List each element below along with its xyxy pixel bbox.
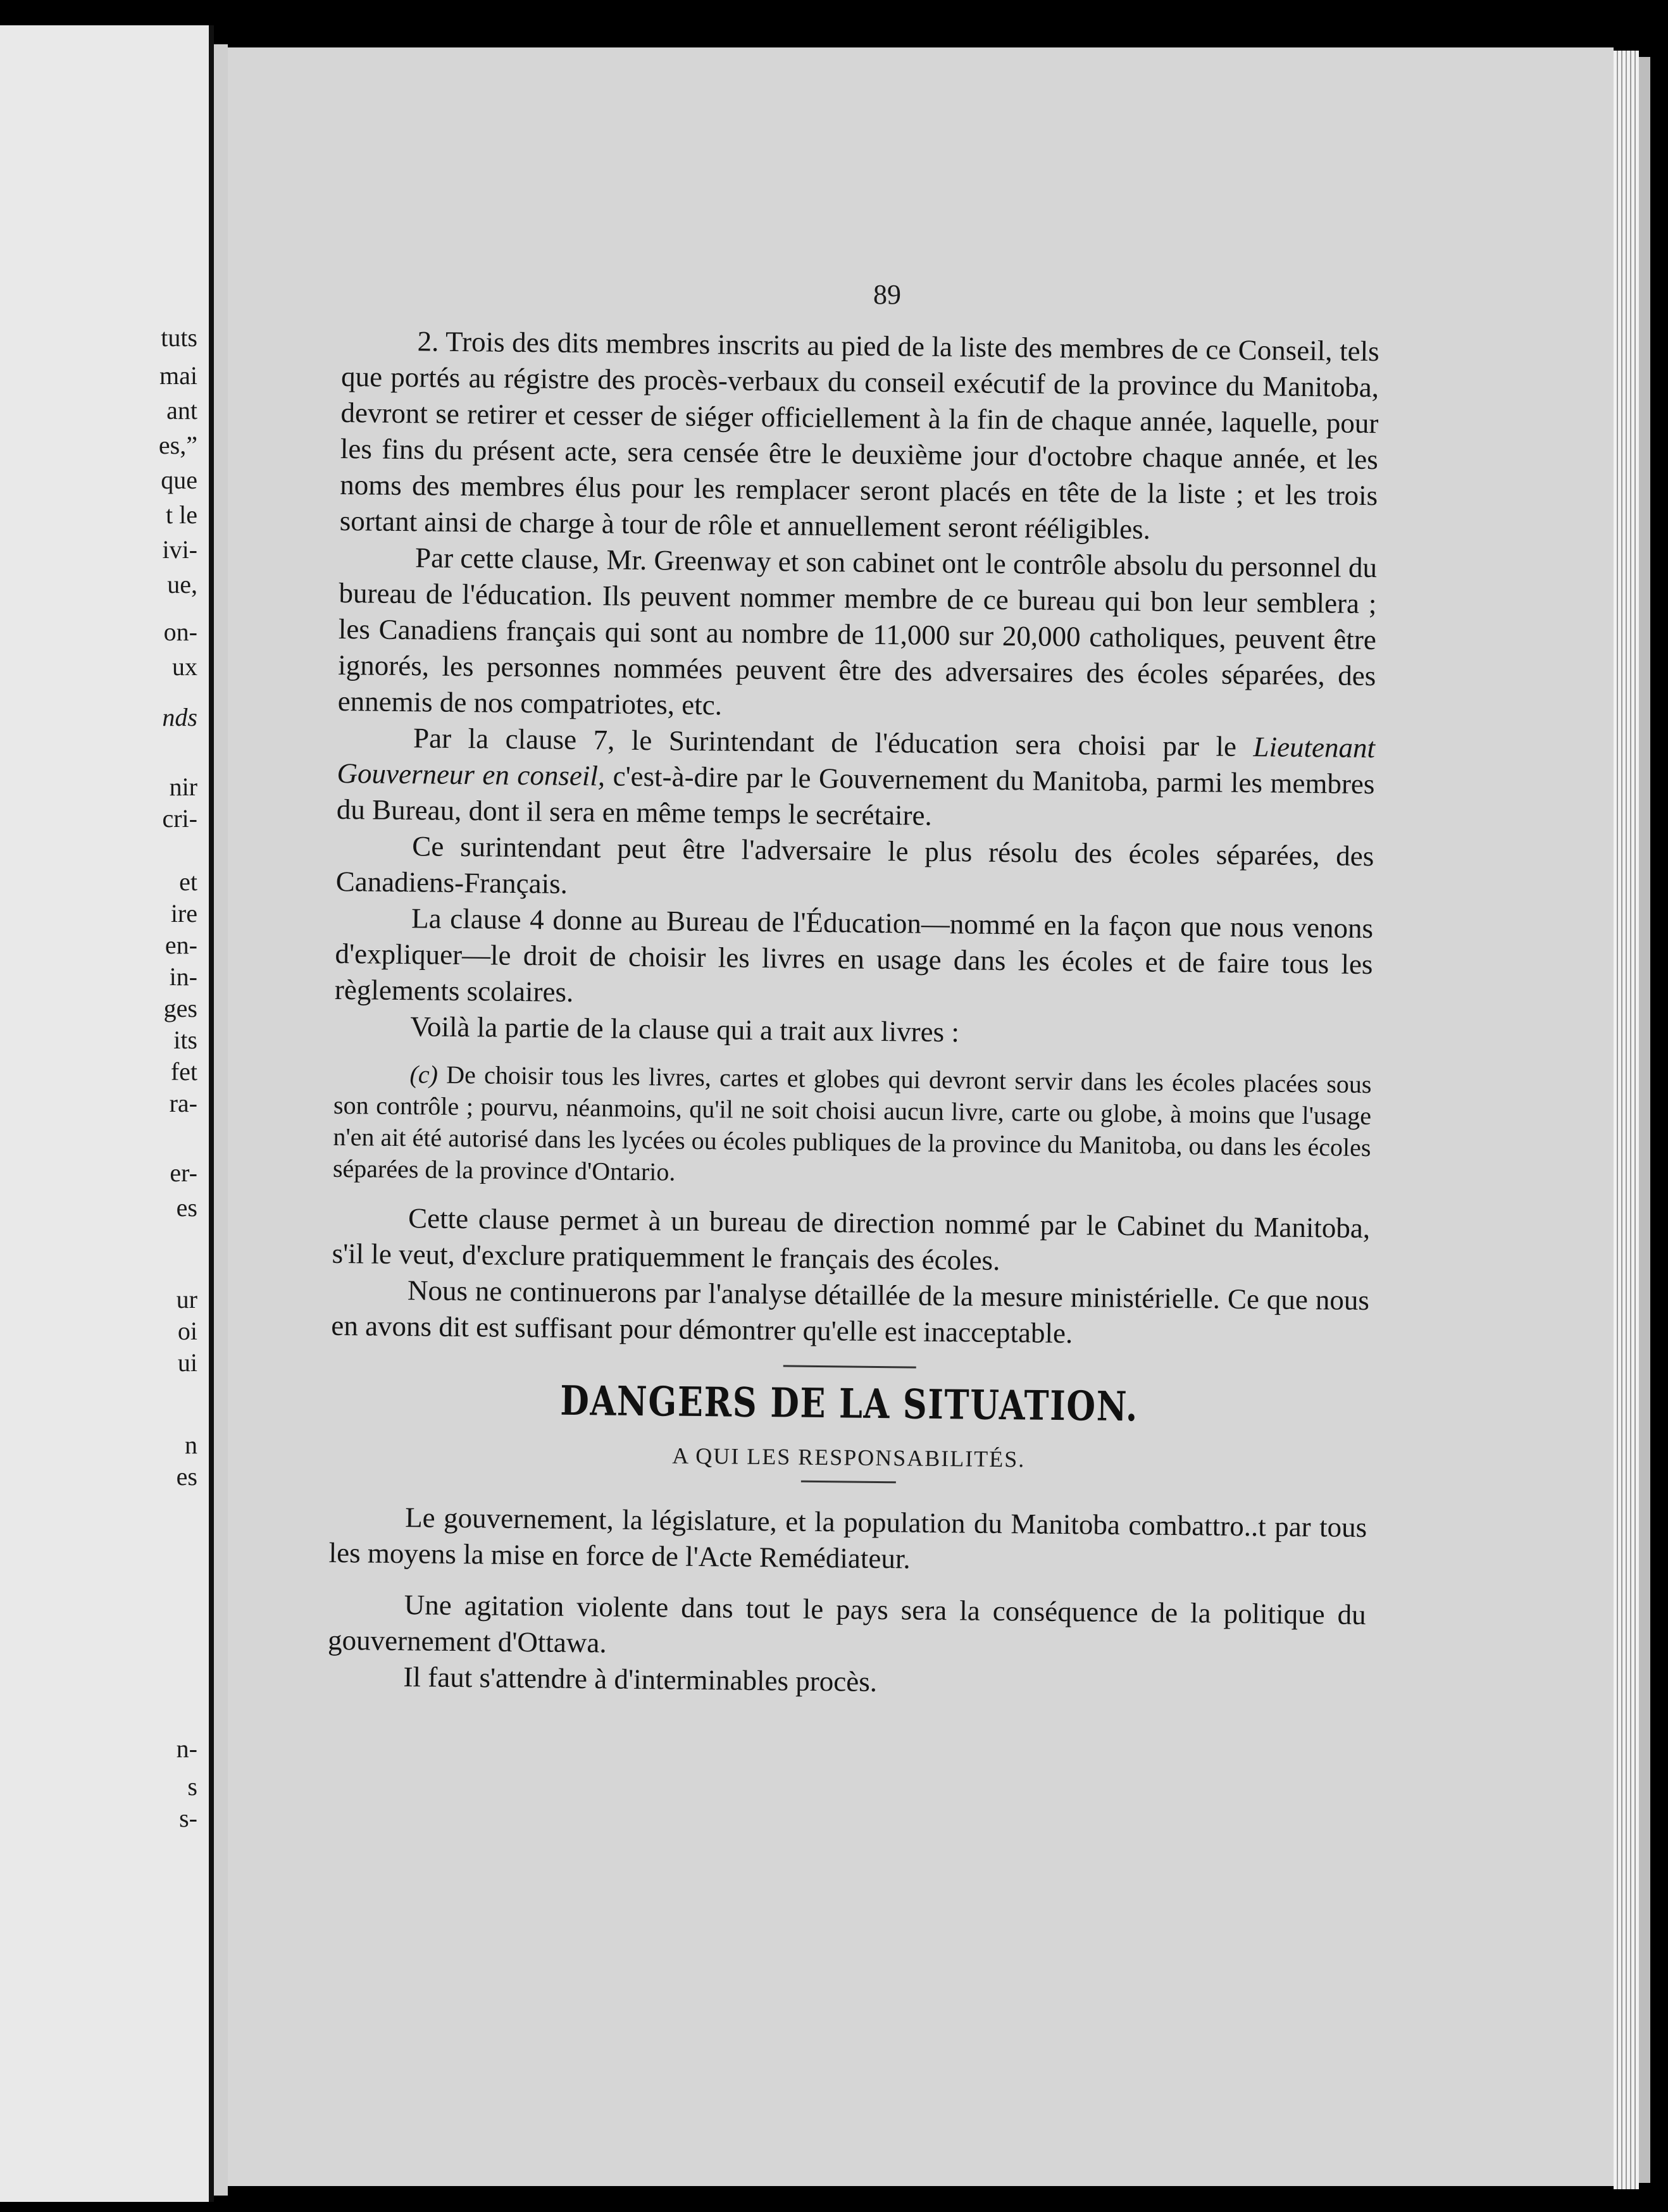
left-page-fragment: ant (166, 396, 197, 425)
left-page-fragment: s- (179, 1804, 197, 1832)
divider (801, 1481, 896, 1484)
gutter-shadow (209, 25, 214, 2202)
left-page-fragment: n- (176, 1734, 197, 1763)
page-edge-shadow (1639, 57, 1650, 2183)
left-page-fragment: its (173, 1026, 197, 1054)
paragraph-agitation: Une agitation violente dans tout le pays sera la conséquence de la politique du gouvernement d'Ottawa. (327, 1589, 1366, 1659)
left-page-fragment: es (176, 1193, 197, 1222)
section-title: DANGERS DE LA SITUATION. (560, 1377, 1139, 1431)
left-page-fragment: ue, (167, 570, 197, 599)
left-page-fragment: fet (170, 1057, 197, 1086)
left-page-fragment: n (185, 1431, 197, 1459)
paragraph-gouvernement: Le gouvernement, la législature, et la population du Manitoba combattro..t par tous les moyens la mise en force de l'Acte Remédiateur. (328, 1501, 1367, 1575)
left-page-fragment: ire (170, 899, 197, 928)
left-page-fragment: nds (162, 703, 197, 731)
left-page-fragment: es (176, 1462, 197, 1491)
clause7-before: Par la clause 7, le Surintendant de l'éducation sera choisi par le (413, 722, 1254, 763)
left-page-fragment: nir (169, 773, 197, 801)
paragraph-surintendant: Ce surintendant peut être l'adversaire le plus résolu des écoles séparées, des Canadiens-Français. (335, 830, 1374, 900)
page-number: 89 (873, 279, 901, 310)
left-page-fragment: cri- (162, 804, 197, 833)
left-facing-page (0, 25, 209, 2202)
left-page-fragment: er- (170, 1159, 197, 1187)
left-page-fragment: ivi- (162, 535, 197, 564)
paragraph-clause-7 (337, 719, 1376, 838)
left-page-fragment: ges (163, 994, 197, 1022)
left-page-fragment: ux (172, 652, 197, 681)
left-page-fragment: es,” (158, 431, 197, 459)
left-page-fragment: tuts (161, 323, 197, 352)
left-page-fragment: et (179, 867, 197, 896)
left-page-fragment: ur (176, 1285, 197, 1314)
left-page-fragment: oi (177, 1317, 197, 1345)
left-page-fragment: t le (166, 500, 197, 529)
left-page-fragment: ui (177, 1348, 197, 1377)
paragraph-nous-ne-continuerons: Nous ne continuerons par l'analyse détaillée de la mesure ministérielle. Ce que nous en avons dit est suffisant pour démontrer qu'elle est inacceptable. (331, 1274, 1370, 1350)
left-page-fragment: ra- (169, 1089, 197, 1117)
left-page-fragment: on- (163, 618, 197, 646)
quote-marker: (c) (409, 1060, 439, 1089)
paragraph-proces: Il faut s'attendre à d'interminables procès. (403, 1661, 878, 1698)
left-page-fragment: en- (165, 931, 197, 959)
left-page-fragment: in- (169, 962, 197, 991)
page-text (327, 323, 1379, 1705)
quote-text: De choisir tous les livres, cartes et globes qui devront servir dans les écoles placées sous son contrôle ; pourvu, néanmoins, qu'il ne soit choisi aucun livre, carte ou globe, à moins que l'usage n'en ait été autorisé dans les lycées ou écoles publiques de la province du Manitoba, ou dans les écoles séparées de la province d'Ontario. (332, 1060, 1372, 1186)
left-page-fragment: s (187, 1772, 197, 1801)
gutter (214, 44, 228, 2196)
paragraph-cette-clause: Cette clause permet à un bureau de direction nommé par le Cabinet du Manitoba, s'il le veut, d'exclure pratiquemment le français des écoles. (332, 1202, 1371, 1276)
paragraph-clause-4: La clause 4 donne au Bureau de l'Éducation—nommé en la façon que nous venons d'expliquer—le droit de choisir les livres en usage dans les écoles et de faire tous les règlements scolaires. (334, 902, 1374, 1008)
paragraph-voila: Voilà la partie de la clause qui a trait aux livres : (410, 1010, 960, 1048)
paragraph-clause-2: 2. Trois des dits membres inscrits au pied de la liste des membres de ce Conseil, tels que portés au régistre des procès-verbaux du conseil exécutif de la province du Manitoba, devront se retirer et cesser de siéger officiellement à la fin de chaque année, laquelle, pour les fins du présent acte, sera censée être le deuxième jour d'octobre chaque année, et les noms des membres élus pour les remplacer seront placés en tête de la liste ; et les trois sortant ainsi de charge à tour de rôle et annuellement seront rééligibles. (339, 325, 1379, 545)
left-page-fragment: que (161, 466, 197, 494)
divider (783, 1365, 916, 1368)
section-subtitle: A QUI LES RESPONSABILITÉS. (672, 1443, 1026, 1472)
paragraph-greenway: Par cette clause, Mr. Greenway et son cabinet ont le contrôle absolu du personnel du bureau de l'éducation. Ils peuvent nommer membre de ce bureau qui bon leur semblera ; les Canadiens français qui sont au nombre de 11,000 sur 20,000 catholiques, peuvent être ignorés, les personnes nommées peuvent être des adversaires des écoles séparées, des ennemis de nos compatriotes, etc. (337, 542, 1378, 721)
page-edges (1614, 51, 1639, 2189)
quote-clause-c (333, 1058, 1372, 1195)
clause7-italic: Lieutenant Gouverneur en conseil, (337, 731, 1376, 792)
clause7-after: c'est-à-dire par le Gouvernement du Manitoba, parmi les membres du Bureau, dont il sera en même temps le secrétaire. (336, 760, 1375, 831)
left-page-fragment: mai (159, 361, 197, 390)
